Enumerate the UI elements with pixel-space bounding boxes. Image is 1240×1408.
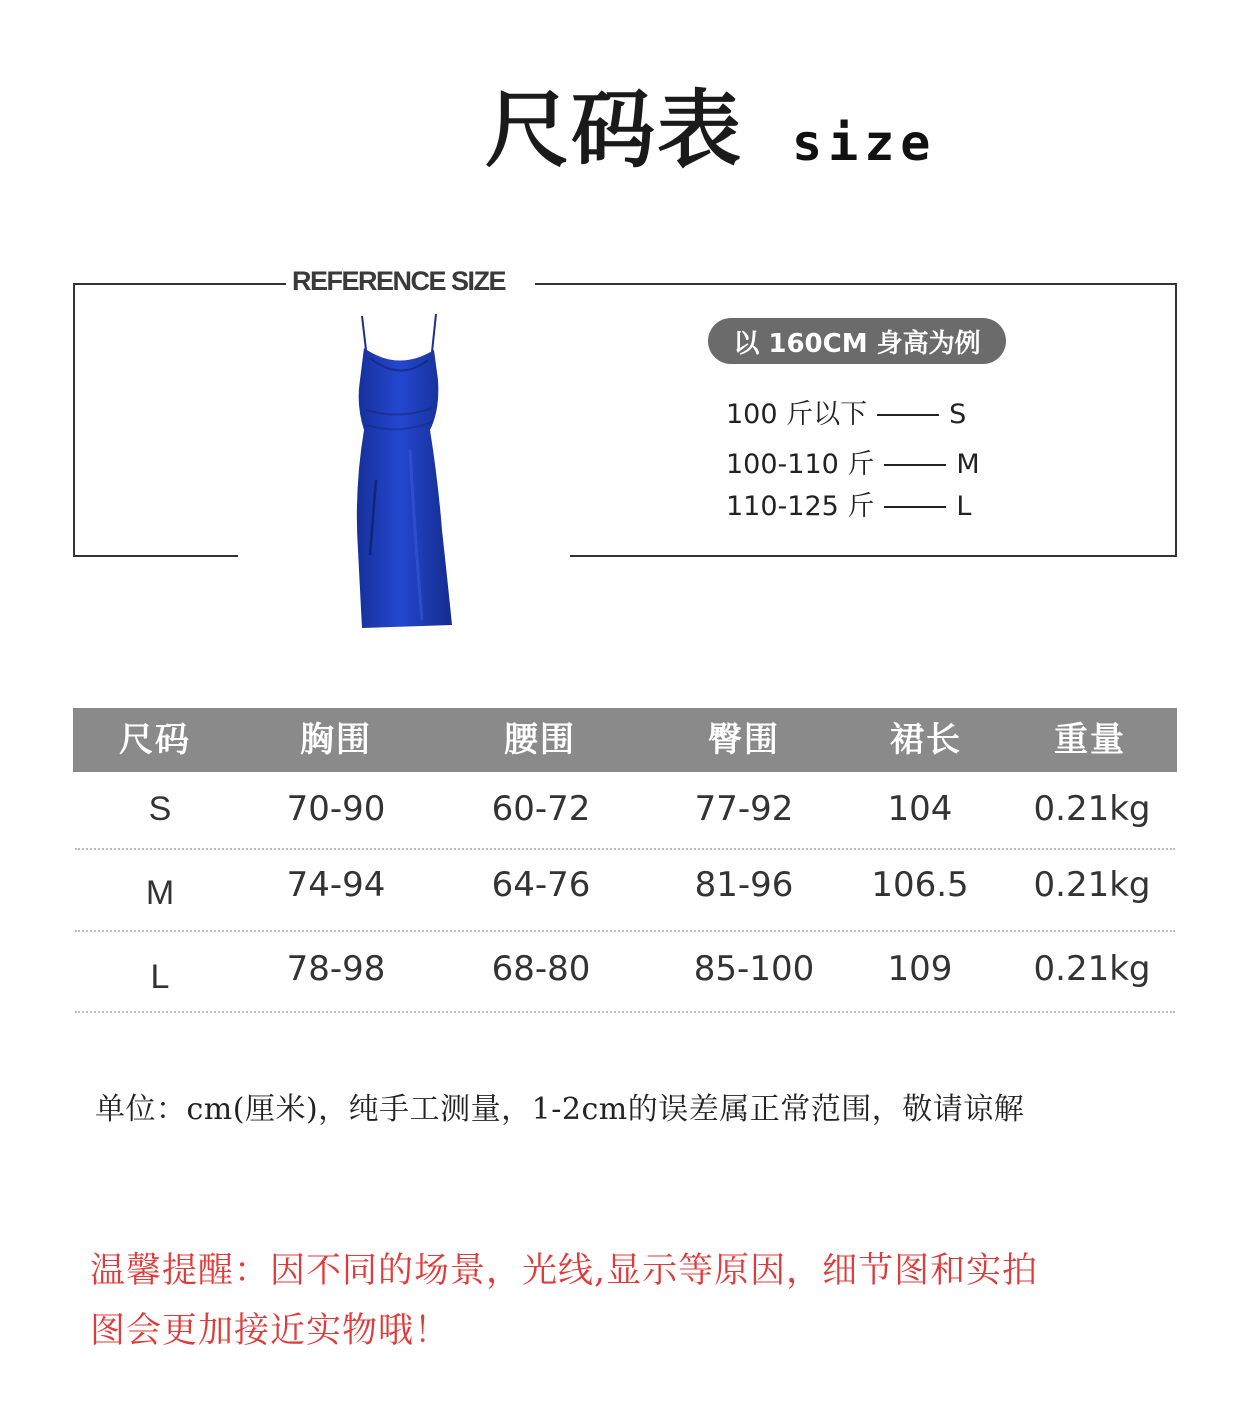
cell-hip: 81-96	[694, 865, 794, 905]
measurement-note: 单位：cm(厘米)，纯手工测量，1-2cm的误差属正常范围，敬请谅解	[95, 1092, 1025, 1127]
cell-length: 109	[887, 949, 953, 989]
tip-line-2: 图会更加接近实物哦！	[90, 1311, 451, 1351]
header-length: 裙长	[890, 720, 962, 760]
weight-range: 110-125 斤	[726, 491, 875, 522]
cell-bust: 70-90	[286, 789, 386, 829]
cell-size: M	[145, 874, 175, 912]
dash	[877, 414, 939, 416]
reference-size-label: REFERENCE SIZE	[286, 266, 511, 296]
row-divider	[75, 1011, 1175, 1013]
header-weight: 重量	[1054, 720, 1126, 760]
cell-hip: 85-100	[693, 949, 815, 989]
weight-row-s	[726, 401, 966, 428]
header-size: 尺码	[119, 720, 191, 760]
cell-length: 104	[887, 789, 953, 829]
weight-row-m	[726, 451, 980, 478]
cell-size: S	[148, 790, 172, 828]
cell-weight: 0.21kg	[1033, 949, 1151, 989]
size-table-header	[73, 708, 1177, 772]
cell-waist: 64-76	[491, 865, 591, 905]
cell-bust: 78-98	[286, 949, 386, 989]
frame-bottom-right	[570, 555, 1177, 557]
cell-waist: 60-72	[491, 789, 591, 829]
frame-bottom-left	[73, 555, 238, 557]
dash	[884, 506, 946, 508]
dash	[884, 464, 946, 466]
frame-top-right	[535, 283, 1177, 285]
frame-top-left	[73, 283, 288, 285]
cell-size: L	[150, 958, 170, 996]
weight-size: M	[956, 449, 980, 480]
height-reference-pill: 以 160CM 身高为例	[708, 318, 1006, 364]
page-title-en: size	[792, 114, 937, 172]
cell-hip: 77-92	[694, 789, 794, 829]
row-divider	[75, 848, 1175, 850]
page-title: 尺码表	[485, 80, 744, 179]
weight-range: 100-110 斤	[726, 449, 875, 480]
frame-left	[73, 283, 75, 557]
tip-line-1: 温馨提醒：因不同的场景，光线,显示等原因，细节图和实拍	[90, 1251, 1039, 1291]
weight-size: L	[956, 491, 972, 522]
header-hip: 臀围	[708, 720, 780, 760]
weight-range: 100 斤以下	[726, 399, 868, 430]
cell-weight: 0.21kg	[1033, 789, 1151, 829]
weight-size: S	[949, 399, 967, 430]
dress-image	[340, 310, 470, 635]
cell-length: 106.5	[871, 865, 969, 905]
row-divider	[75, 930, 1175, 932]
cell-waist: 68-80	[491, 949, 591, 989]
cell-weight: 0.21kg	[1033, 865, 1151, 905]
header-waist: 腰围	[504, 720, 576, 760]
header-bust: 胸围	[300, 720, 372, 760]
weight-row-l	[726, 493, 971, 520]
cell-bust: 74-94	[286, 865, 386, 905]
frame-right	[1175, 283, 1177, 557]
